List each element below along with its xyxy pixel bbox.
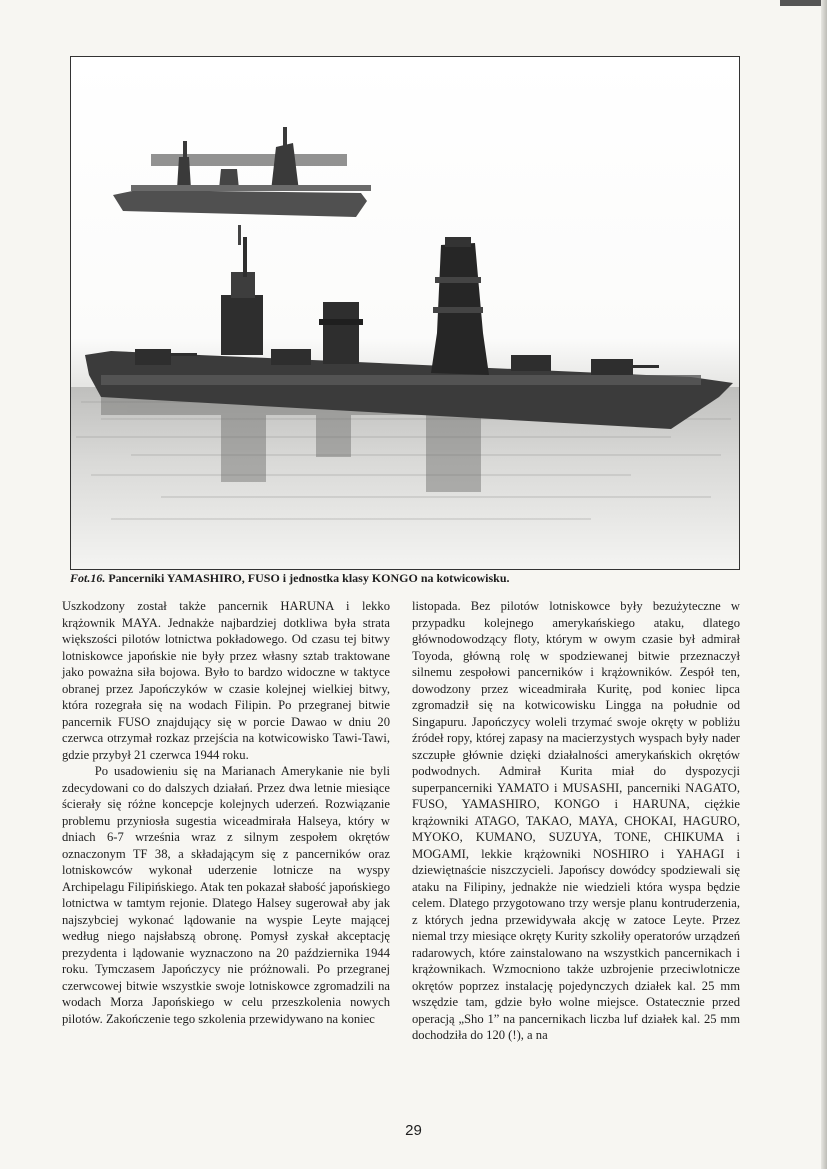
photo-battleships [70,56,740,570]
right-column [412,598,740,1044]
caption-ref: Fot.16. [70,571,106,585]
main-battleship [85,225,733,429]
caption-text: Pancerniki YAMASHIRO, FUSO i jednostka klasy KONGO na kotwicowisku. [108,571,510,585]
paragraph: Uszkodzony został także pancernik HARUNA i lekko krążownik MAYA. Jednakże najbardziej dotkliwa była strata większości pilotów lotnictwa pokładowego. Od czasu tej bitwy lotniskowce japońskie nie były przez własny sztab traktowane jako poważna siła bojowa. Było to bardzo widoczne w taktyce obranej przez Japończyków w czasie kolejnej wielkiej bitwy, która rozegrała się na wodach Filipin. Po przegranej bitwie pancernik FUSO znajdujący się w porcie Dawao w dniu 20 czerwca otrzymał rozkaz przejścia na kotwicowisko Tawi-Tawi, gdzie przybył 21 czerwca 1944 roku. [62,599,390,762]
paragraph: listopada. Bez pilotów lotniskowce były bezużyteczne w przypadku kolejnego amerykańskiego ataku, dlatego głównodowodzący floty, którym w owym czasie był admirał Toyoda, główną rolę w spodziewanej bitwie przeznaczył silnemu zespołowi pancerników i krążowników. Zespół ten, dowodzony przez wiceadmirała Kuritę, pod koniec lipca zgromadził się na kotwicowisku Lingga na południe od Singapuru. Japończycy woleli trzymać swoje okręty w pobliżu źródeł ropy, której zapasy na macierzystych wyspach były nader szczupłe głównie dzięki działalności amerykańskich okrętów podwodnych. Admirał Kurita miał do dyspozycji superpancerniki YAMATO i MUSASHI, pancerniki NAGATO, FUSO, YAMASHIRO, KONGO i HARUNA, ciężkie krążowniki ATAGO, TAKAO, MAYA, CHOKAI, HAGURO, MYOKO, KUMANO, SUZUYA, TONE, CHIKUMA i MOGAMI, lekkie krążowniki NOSHIRO i YAHAGI i dziewiętnaście niszczycieli. Japońscy dowódcy spodziewali się ataku na Filipiny, jednakże nie wiedzieli która wyspa będzie celem. Dlatego przygotowano trzy wersje planu kontruderzenia, z których jedna przewidywała akcję w zatoce Leyte. Przez niemal trzy miesiące okręty Kurity szkoliły operatorów urządzeń radarowych, które zainstalowano na wszystkich pancernikach i krążownikach. Wzmocniono także uzbrojenie przeciwlotnicze okrętów poprzez instalację pojedynczych działek kal. 25 mm wszędzie tam, gdzie było wolne miejsce. Ostatecznie przed operacją „Sho 1” na pancernikach liczba luf działek kal. 25 mm dochodziła do 120 (!), a na [412,599,740,1042]
photo-caption [70,571,738,586]
paragraph: Po usadowieniu się na Marianach Amerykanie nie byli zdecydowani co do dalszych działań. Przez dwa letnie miesiące ścierały się różne koncepcje kolejnych uderzeń. Rozwiązanie problemu przyniosła sugestia wiceadmirała Halseya, który w dniach 6-7 września wraz z silnym zespołem okrętów oznaczonym TF 38, a składającym się z pancerników oraz lotniskowców wykonał uderzenie lotnicze na wyspy Archipelagu Filipińskiego. Atak ten pokazał słabość japońskiego lotnictwa w tamtym rejonie. Dlatego Halsey sugerował aby jak najszybciej wykonać lądowanie na wyspie Leyte mającej według niego najsłabszą obronę. Pomysł zyskał akceptację prezydenta i lądowanie wyznaczono na 20 października 1944 roku. Tymczasem Japończycy nie próżnowali. Po przegranej czerwcowej bitwie wszystkie swoje lotniskowce zgromadzili na wodach Morza Japońskiego w celu przeszkolenia nowych pilotów. Zakończenie tego szkolenia przewidywano na koniec [62,764,390,1026]
page-number: 29 [405,1122,422,1139]
left-column [62,598,390,1027]
scan-edge-top [780,0,827,6]
scan-edge-right [821,0,827,1169]
distant-ship [113,127,371,217]
